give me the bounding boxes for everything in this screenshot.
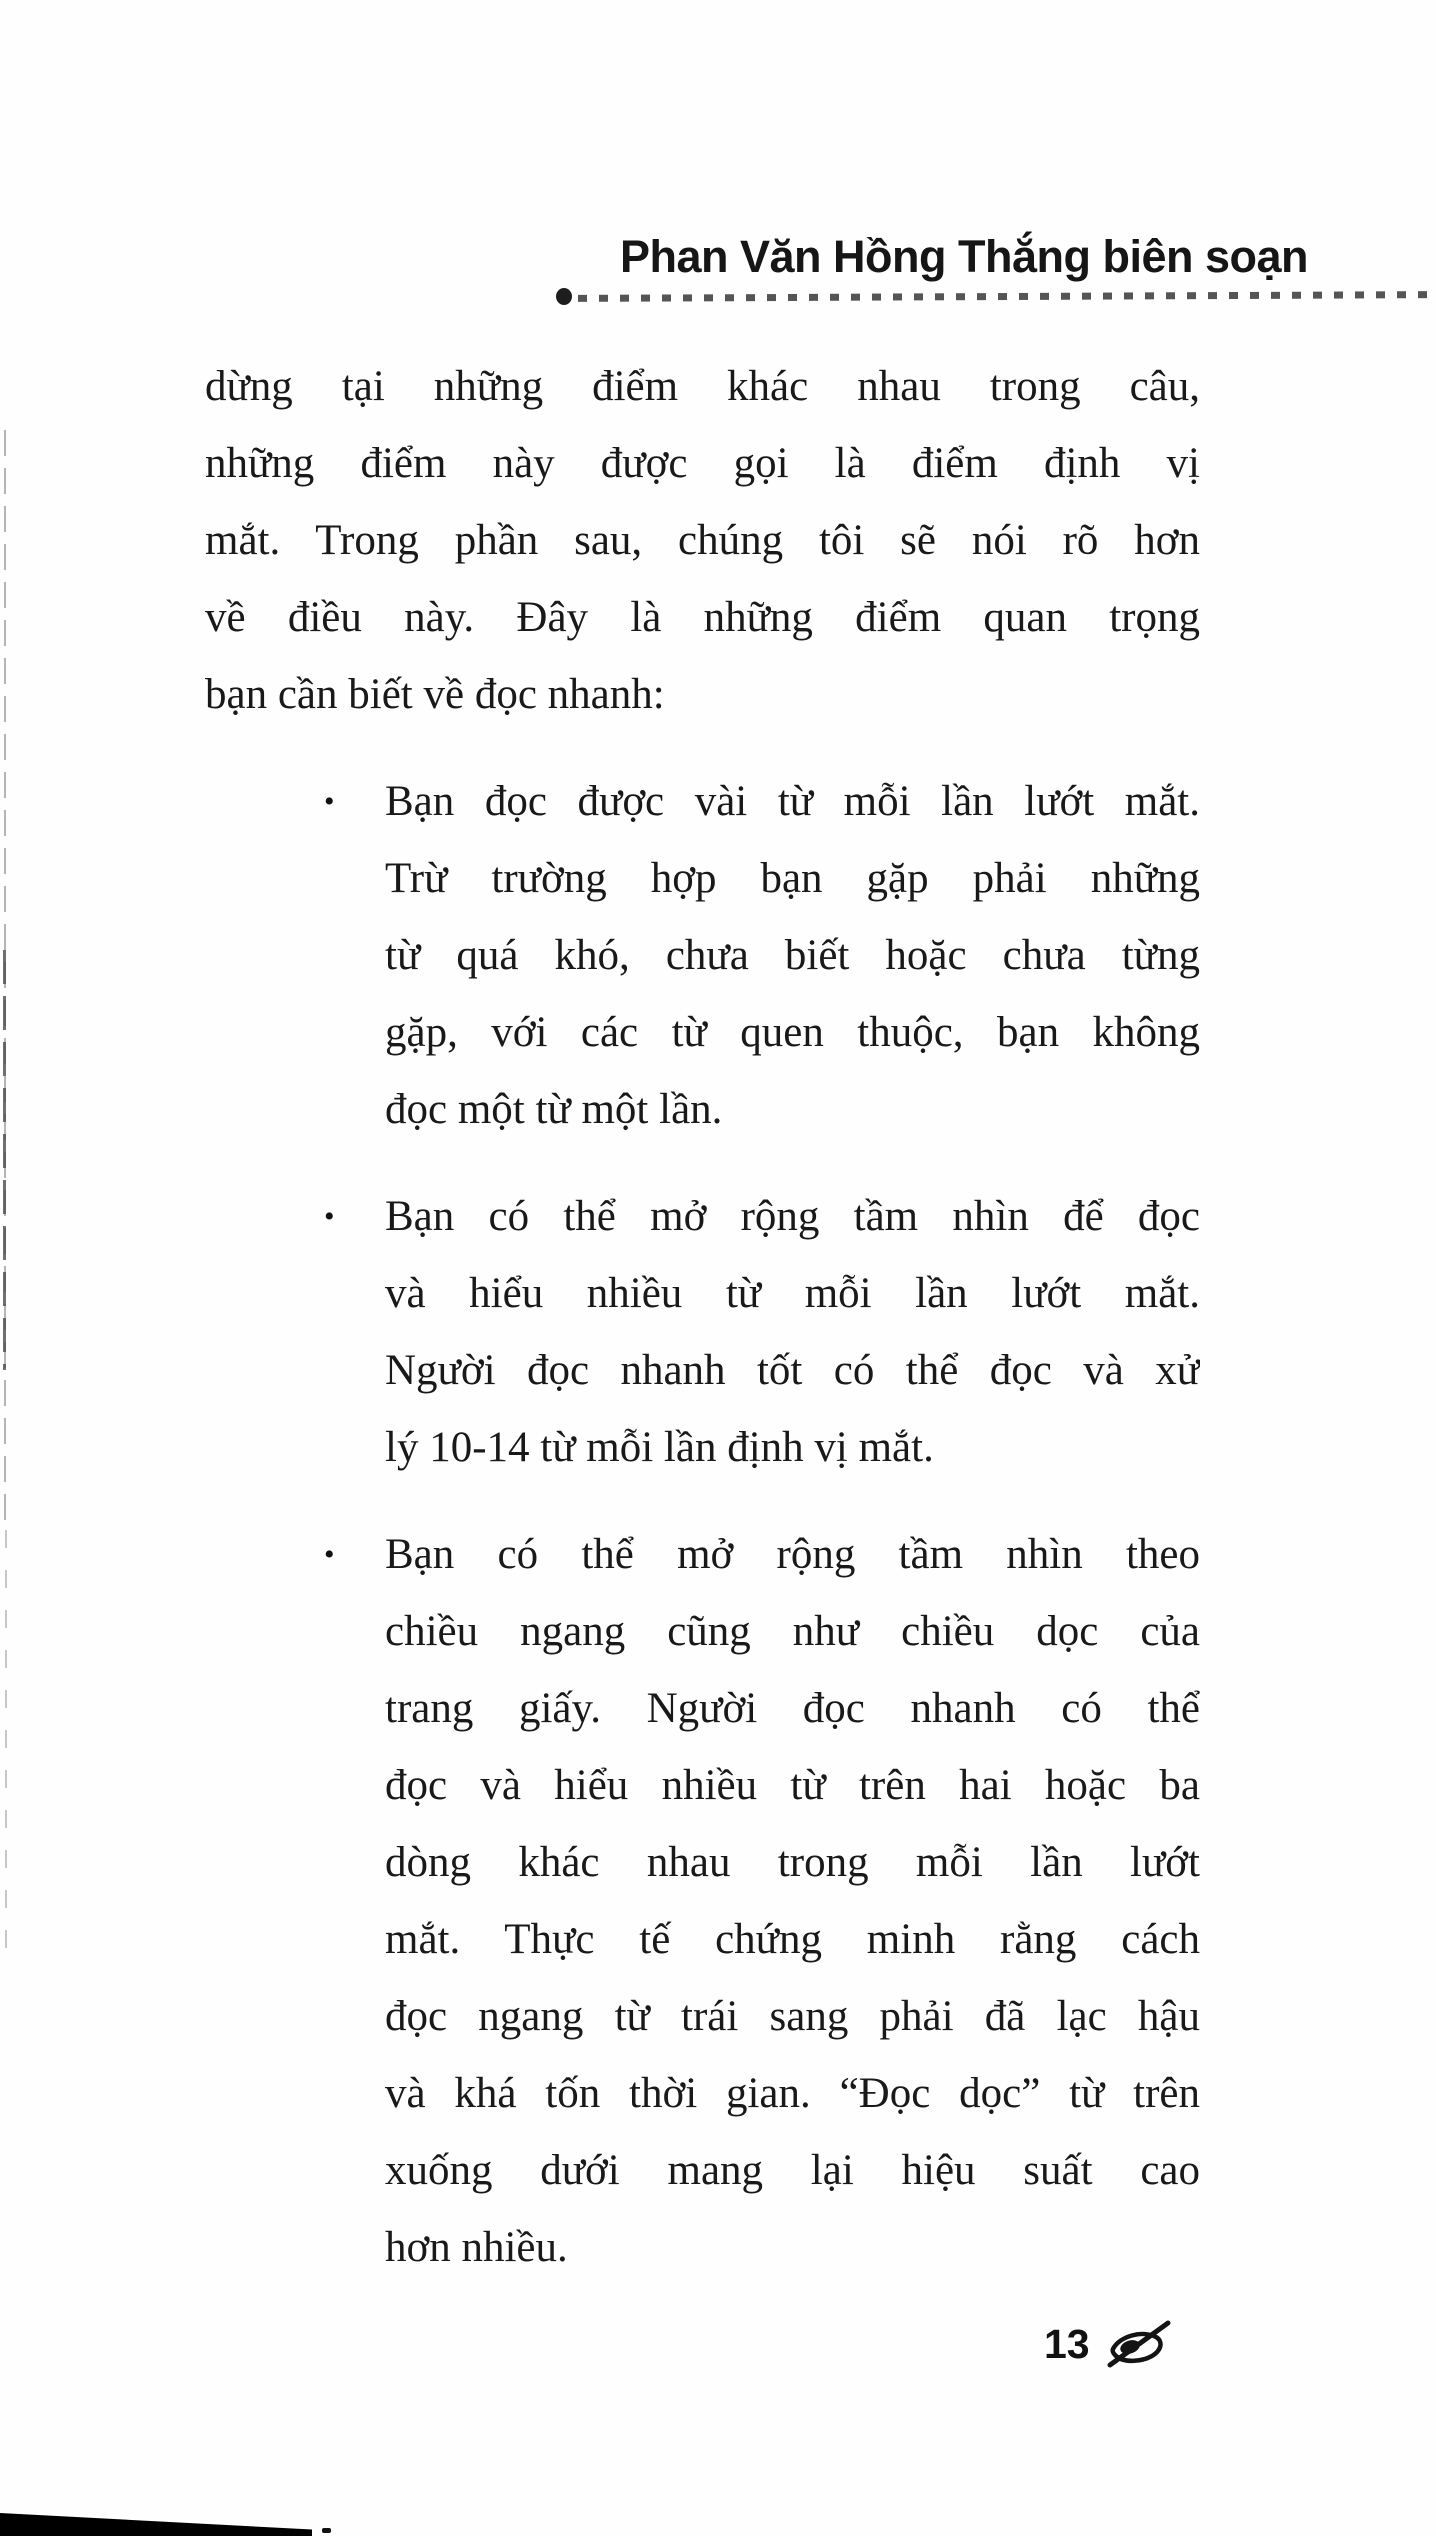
list-item [205,1516,1200,2286]
scan-artifact-left-edge [3,950,6,1370]
body-line: chiều ngang cũng như chiều dọc của [385,1608,1200,1655]
body-line: Bạn có thể mở rộng tầm nhìn theo [385,1531,1200,1578]
list-item [205,763,1200,1148]
header-rule [578,291,1436,302]
body-line: đọc ngang từ trái sang phải đã lạc hậu [385,1993,1200,2040]
bullet-marker: • [324,1538,335,1571]
quill-pen-icon [1106,2318,1172,2370]
page-number: 13 [1044,2321,1090,2367]
body-line: lý 10-14 từ mỗi lần định vị mắt. [385,1424,934,1471]
bullet-marker: • [324,1200,335,1233]
body-line: gặp, với các từ quen thuộc, bạn không [385,1009,1200,1056]
scan-artifact-left-edge [5,1530,7,1950]
body-line: và khá tốn thời gian. “Đọc dọc” từ trên [385,2070,1200,2117]
body-line: Bạn có thể mở rộng tầm nhìn để đọc [385,1193,1200,1240]
body-line: hơn nhiều. [385,2224,568,2271]
author-credit: Phan Văn Hồng Thắng biên soạn [620,231,1309,282]
list-item [205,1178,1200,1486]
body-line: mắt. Trong phần sau, chúng tôi sẽ nói rõ hơn [205,517,1200,564]
body-line: mắt. Thực tế chứng minh rằng cách [385,1916,1200,1963]
body-line: đọc một từ một lần. [385,1086,723,1133]
body-line: về điều này. Đây là những điểm quan trọng [205,594,1200,641]
paragraph [205,348,1200,733]
body-line: đọc và hiểu nhiều từ trên hai hoặc ba [385,1762,1200,1809]
body-line: dừng tại những điểm khác nhau trong câu, [205,363,1200,410]
body-line: trang giấy. Người đọc nhanh có thể [385,1685,1200,1732]
body-line: những điểm này được gọi là điểm định vị [205,440,1200,487]
scan-artifact-corner [0,2513,312,2536]
body-line: Người đọc nhanh tốt có thể đọc và xử [385,1347,1200,1394]
body-line: từ quá khó, chưa biết hoặc chưa từng [385,932,1200,979]
header-rule-dot [556,288,572,305]
body-line: Bạn đọc được vài từ mỗi lần lướt mắt. [385,778,1200,825]
body-line: và hiểu nhiều từ mỗi lần lướt mắt. [385,1270,1200,1317]
body-line: bạn cần biết về đọc nhanh: [205,671,665,718]
page-footer [1044,2318,1172,2370]
body-line: xuống dưới mang lại hiệu suất cao [385,2147,1200,2194]
body-line: Trừ trường hợp bạn gặp phải những [385,855,1200,902]
page-body [205,348,1200,2286]
body-line: dòng khác nhau trong mỗi lần lướt [385,1839,1200,1886]
scan-artifact-speck [322,2528,331,2533]
bullet-marker: • [324,785,335,818]
